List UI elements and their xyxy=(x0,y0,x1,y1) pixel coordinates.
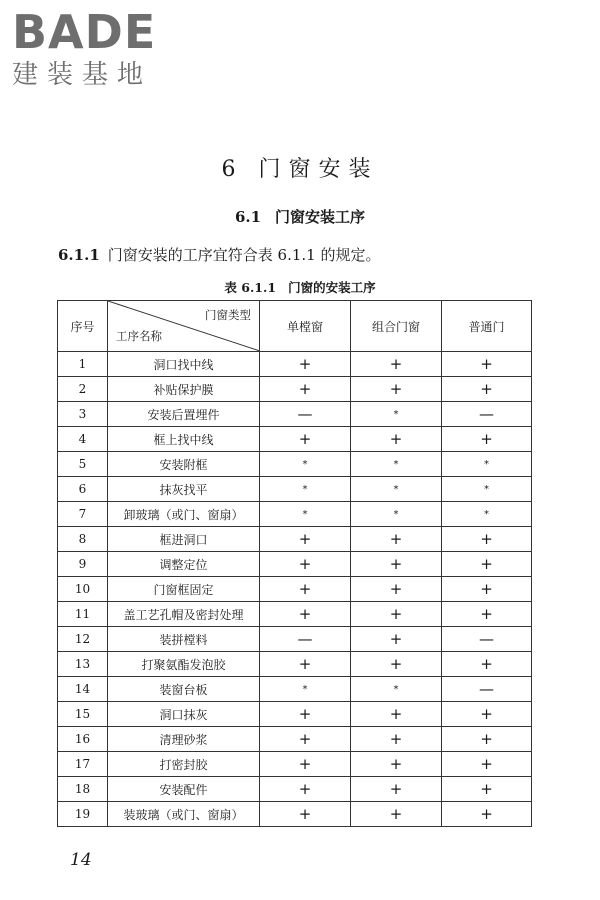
row-number: 7 xyxy=(58,502,108,527)
row-single-window-mark: * xyxy=(260,452,351,477)
row-process-name: 卸玻璃（或门、窗扇） xyxy=(108,502,260,527)
table-caption xyxy=(0,278,600,296)
row-single-window-mark: + xyxy=(260,802,351,827)
row-ordinary-door-mark: + xyxy=(442,752,532,777)
row-single-window-mark: + xyxy=(260,752,351,777)
table-row xyxy=(58,352,532,377)
section-heading xyxy=(0,206,600,227)
row-process-name: 框进洞口 xyxy=(108,527,260,552)
row-combined-window-mark: + xyxy=(351,652,442,677)
row-process-name: 安装后置埋件 xyxy=(108,402,260,427)
row-single-window-mark: — xyxy=(260,627,351,652)
row-number: 12 xyxy=(58,627,108,652)
row-number: 19 xyxy=(58,802,108,827)
row-ordinary-door-mark: + xyxy=(442,777,532,802)
row-single-window-mark: + xyxy=(260,702,351,727)
header-ordinary-door: 普通门 xyxy=(442,301,532,352)
row-process-name: 补贴保护膜 xyxy=(108,377,260,402)
row-process-name: 安装配件 xyxy=(108,777,260,802)
row-combined-window-mark: + xyxy=(351,377,442,402)
row-process-name: 装窗台板 xyxy=(108,677,260,702)
row-single-window-mark: + xyxy=(260,352,351,377)
row-number: 13 xyxy=(58,652,108,677)
row-combined-window-mark: + xyxy=(351,777,442,802)
clause-paragraph xyxy=(58,244,380,265)
row-single-window-mark: * xyxy=(260,502,351,527)
table-row xyxy=(58,652,532,677)
clause-number: 6.1.1 xyxy=(58,246,100,264)
row-number: 10 xyxy=(58,577,108,602)
page-number: 14 xyxy=(70,850,92,870)
row-ordinary-door-mark: — xyxy=(442,627,532,652)
table-row xyxy=(58,477,532,502)
table-row xyxy=(58,552,532,577)
row-single-window-mark: + xyxy=(260,652,351,677)
row-process-name: 调整定位 xyxy=(108,552,260,577)
table-row xyxy=(58,402,532,427)
table-row xyxy=(58,752,532,777)
section-title: 门窗安装工序 xyxy=(275,208,366,226)
row-ordinary-door-mark: + xyxy=(442,577,532,602)
row-combined-window-mark: * xyxy=(351,477,442,502)
row-number: 1 xyxy=(58,352,108,377)
row-process-name: 打聚氨酯发泡胶 xyxy=(108,652,260,677)
chapter-title: 门窗安装 xyxy=(258,157,379,182)
table-row xyxy=(58,777,532,802)
table-row xyxy=(58,502,532,527)
row-number: 16 xyxy=(58,727,108,752)
row-number: 17 xyxy=(58,752,108,777)
row-combined-window-mark: + xyxy=(351,752,442,777)
row-process-name: 洞口抹灰 xyxy=(108,702,260,727)
row-process-name: 框上找中线 xyxy=(108,427,260,452)
row-single-window-mark: + xyxy=(260,377,351,402)
header-combined-window: 组合门窗 xyxy=(351,301,442,352)
row-single-window-mark: + xyxy=(260,777,351,802)
row-process-name: 门窗框固定 xyxy=(108,577,260,602)
row-ordinary-door-mark: + xyxy=(442,802,532,827)
row-ordinary-door-mark: + xyxy=(442,727,532,752)
row-number: 6 xyxy=(58,477,108,502)
row-ordinary-door-mark: — xyxy=(442,677,532,702)
row-ordinary-door-mark: + xyxy=(442,352,532,377)
chapter-heading xyxy=(0,152,600,183)
row-combined-window-mark: * xyxy=(351,502,442,527)
table-row xyxy=(58,627,532,652)
row-process-name: 装玻璃（或门、窗扇） xyxy=(108,802,260,827)
row-process-name: 盖工艺孔帽及密封处理 xyxy=(108,602,260,627)
row-combined-window-mark: + xyxy=(351,352,442,377)
row-single-window-mark: + xyxy=(260,602,351,627)
row-process-name: 清理砂浆 xyxy=(108,727,260,752)
row-combined-window-mark: + xyxy=(351,602,442,627)
row-ordinary-door-mark: + xyxy=(442,377,532,402)
row-number: 5 xyxy=(58,452,108,477)
row-combined-window-mark: * xyxy=(351,402,442,427)
row-number: 14 xyxy=(58,677,108,702)
logo-subtitle: 建装基地 xyxy=(12,60,153,90)
row-ordinary-door-mark: — xyxy=(442,402,532,427)
row-process-name: 装拼樘料 xyxy=(108,627,260,652)
table-row xyxy=(58,802,532,827)
row-combined-window-mark: + xyxy=(351,527,442,552)
row-process-name: 抹灰找平 xyxy=(108,477,260,502)
row-number: 11 xyxy=(58,602,108,627)
row-single-window-mark: + xyxy=(260,727,351,752)
row-combined-window-mark: + xyxy=(351,727,442,752)
table-body xyxy=(58,352,532,827)
row-combined-window-mark: * xyxy=(351,452,442,477)
row-single-window-mark: * xyxy=(260,477,351,502)
row-ordinary-door-mark: + xyxy=(442,602,532,627)
row-ordinary-door-mark: + xyxy=(442,427,532,452)
section-number: 6.1 xyxy=(234,208,262,226)
row-combined-window-mark: + xyxy=(351,802,442,827)
row-ordinary-door-mark: * xyxy=(442,477,532,502)
table-row xyxy=(58,377,532,402)
table-row xyxy=(58,702,532,727)
row-ordinary-door-mark: + xyxy=(442,702,532,727)
row-process-name: 洞口找中线 xyxy=(108,352,260,377)
row-combined-window-mark: * xyxy=(351,677,442,702)
table-row xyxy=(58,452,532,477)
clause-text: 门窗安装的工序宜符合表 6.1.1 的规定。 xyxy=(107,246,381,264)
row-number: 3 xyxy=(58,402,108,427)
header-no: 序号 xyxy=(58,301,108,352)
header-single-window: 单樘窗 xyxy=(260,301,351,352)
row-ordinary-door-mark: + xyxy=(442,552,532,577)
table-caption-title: 门窗的安装工序 xyxy=(288,280,376,295)
table-row xyxy=(58,427,532,452)
header-type-label: 门窗类型 xyxy=(205,308,251,322)
header-process-label: 工序名称 xyxy=(116,329,162,343)
table-row xyxy=(58,602,532,627)
row-combined-window-mark: + xyxy=(351,427,442,452)
row-process-name: 安装附框 xyxy=(108,452,260,477)
row-ordinary-door-mark: * xyxy=(442,452,532,477)
row-number: 15 xyxy=(58,702,108,727)
row-ordinary-door-mark: * xyxy=(442,502,532,527)
row-number: 18 xyxy=(58,777,108,802)
row-combined-window-mark: + xyxy=(351,627,442,652)
row-single-window-mark: * xyxy=(260,677,351,702)
publisher-logo xyxy=(12,6,156,90)
row-single-window-mark: + xyxy=(260,552,351,577)
row-number: 8 xyxy=(58,527,108,552)
procedure-table xyxy=(57,300,532,827)
table-row xyxy=(58,677,532,702)
row-process-name: 打密封胶 xyxy=(108,752,260,777)
row-number: 4 xyxy=(58,427,108,452)
chapter-number: 6 xyxy=(221,157,244,182)
row-combined-window-mark: + xyxy=(351,552,442,577)
table-row xyxy=(58,577,532,602)
table-caption-number: 表 6.1.1 xyxy=(224,280,277,295)
row-combined-window-mark: + xyxy=(351,702,442,727)
row-number: 2 xyxy=(58,377,108,402)
row-combined-window-mark: + xyxy=(351,577,442,602)
header-diagonal-cell xyxy=(108,301,260,352)
table-row xyxy=(58,527,532,552)
row-single-window-mark: — xyxy=(260,402,351,427)
row-number: 9 xyxy=(58,552,108,577)
row-single-window-mark: + xyxy=(260,427,351,452)
row-single-window-mark: + xyxy=(260,577,351,602)
table-header-row xyxy=(58,301,532,352)
row-ordinary-door-mark: + xyxy=(442,652,532,677)
row-single-window-mark: + xyxy=(260,527,351,552)
row-ordinary-door-mark: + xyxy=(442,527,532,552)
table-row xyxy=(58,727,532,752)
logo-text: BADE xyxy=(12,5,157,59)
